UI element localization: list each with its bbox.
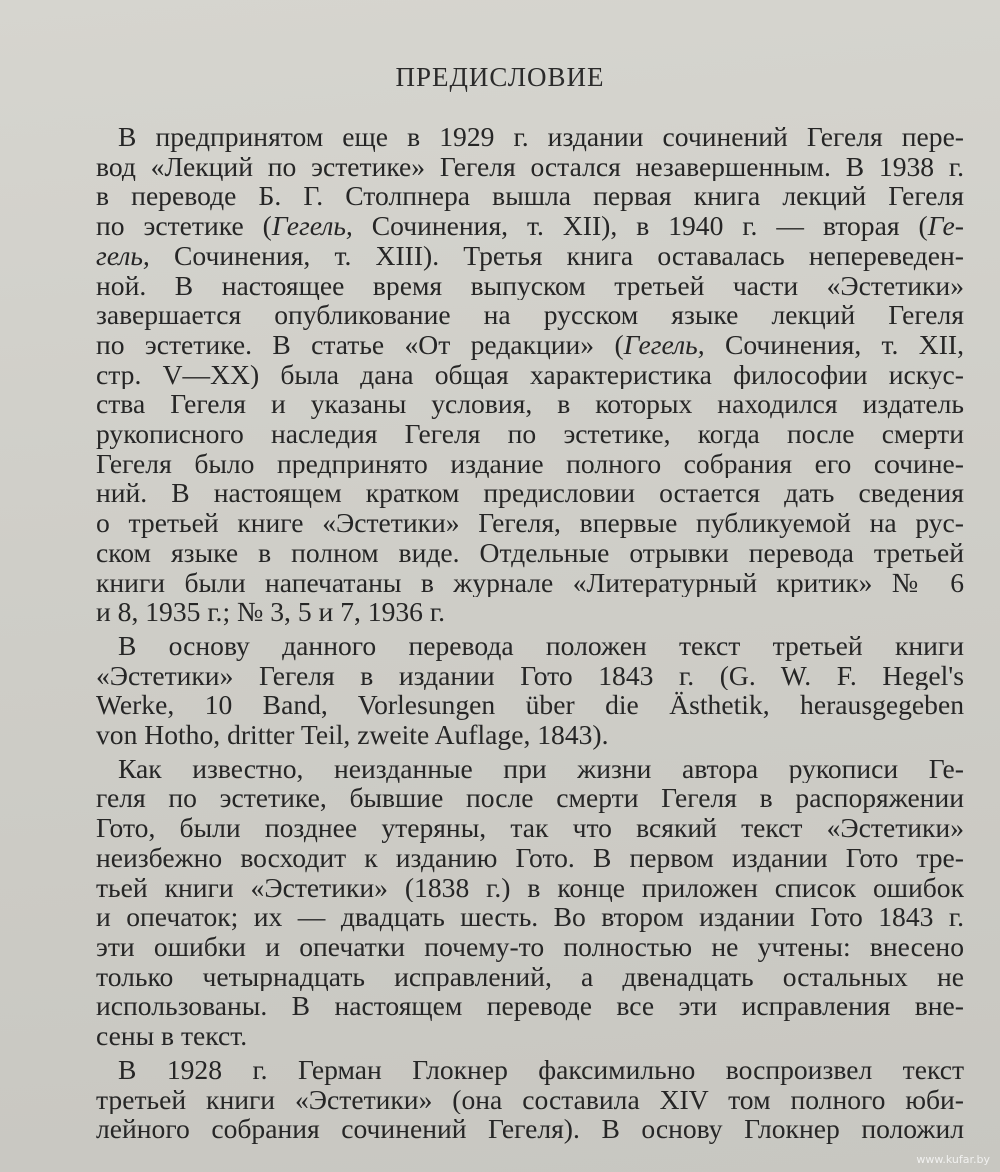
text-line: Как известно, неизданные при жизни автора рукописи Ге- — [118, 753, 964, 784]
text-line: по эстетике (Гегель, Сочинения, т. XII), в 1940 г. — вторая (Ге- — [96, 211, 964, 241]
text-line: В основу данного перевода положен текст третьей книги — [118, 630, 964, 661]
text-line: и опечаток; их — двадцать шесть. Во втором издании Гото 1843 г. — [96, 902, 964, 932]
text-line: ной. В настоящее время выпуском третьей части «Эстетики» — [96, 270, 964, 301]
text-line: только четырнадцать исправлений, а двенадцать остальных не — [96, 961, 964, 992]
text-line: по эстетике. В статье «От редакции» (Гегель, Сочинения, т. XII, — [96, 329, 964, 360]
paragraph — [96, 122, 964, 627]
text-line: ства Гегеля и указаны условия, в которых находился издатель — [96, 389, 964, 420]
text-line: ний. В настоящем кратком предисловии остается дать сведения — [96, 478, 964, 509]
body-text — [96, 122, 964, 1144]
text-line: геля по эстетике, бывшие после смерти Гегеля в распоряжении — [96, 783, 964, 814]
paragraph — [96, 1055, 964, 1144]
text-line: завершается опубликование на русском языке лекций Гегеля — [96, 300, 964, 330]
text-line: третьей книги «Эстетики» (она составила XIV том полного юби- — [96, 1084, 964, 1115]
text-line: В предпринятом еще в 1929 г. издании сочинений Гегеля пере- — [118, 122, 964, 152]
text-line: von Hotho, dritter Teil, zweite Auflage, 1843). — [96, 720, 609, 750]
text-line: тьей книги «Эстетики» (1838 г.) в конце приложен список ошибок — [96, 872, 964, 903]
text-line: и 8, 1935 г.; № 3, 5 и 7, 1936 г. — [96, 597, 445, 627]
text-line: в переводе Б. Г. Столпнера вышла первая книга лекций Гегеля — [96, 181, 964, 212]
paragraph — [96, 631, 964, 750]
text-line: рукописного наследия Гегеля по эстетике, когда после смерти — [96, 419, 964, 449]
text-line: ском языке в полном виде. Отдельные отрывки перевода третьей — [96, 537, 964, 568]
text-line: Гегеля было предпринято издание полного собрания его сочине- — [96, 448, 964, 479]
text-line: гель, Сочинения, т. XIII). Третья книга оставалась непереведен- — [96, 240, 964, 271]
text-line: книги были напечатаны в журнале «Литературный критик» № 6 — [96, 567, 964, 598]
text-line: стр. V—XX) была дана общая характеристика философии искус- — [96, 359, 964, 390]
text-line: использованы. В настоящем переводе все эти исправления вне- — [96, 991, 964, 1022]
text-line: Гото, были позднее утеряны, так что всякий текст «Эстетики» — [96, 813, 964, 843]
watermark: www.kufar.by — [916, 1153, 990, 1166]
text-line: о третьей книге «Эстетики» Гегеля, впервые публикуемой на рус- — [96, 508, 964, 538]
text-line: эти ошибки и опечатки почему-то полностью не учтены: внесено — [96, 931, 964, 962]
page-title: ПРЕДИСЛОВИЕ — [395, 62, 605, 92]
text-line: «Эстетики» Гегеля в издании Гото 1843 г. (G. W. F. Hegel's — [96, 660, 964, 691]
text-line: неизбежно восходит к изданию Гото. В первом издании Гото тре- — [96, 842, 964, 873]
text-line: Werke, 10 Band, Vorlesungen über die Ästhetik, herausgegeben — [96, 690, 964, 721]
text-line: сены в текст. — [96, 1021, 248, 1051]
text-line: В 1928 г. Герман Глокнер факсимильно воспроизвел текст — [118, 1054, 964, 1085]
text-line: вод «Лекций по эстетике» Гегеля остался незавершенным. В 1938 г. — [96, 151, 964, 182]
text-line: лейного собрания сочинений Гегеля). В основу Глокнер положил — [96, 1114, 964, 1144]
paragraph — [96, 754, 964, 1051]
